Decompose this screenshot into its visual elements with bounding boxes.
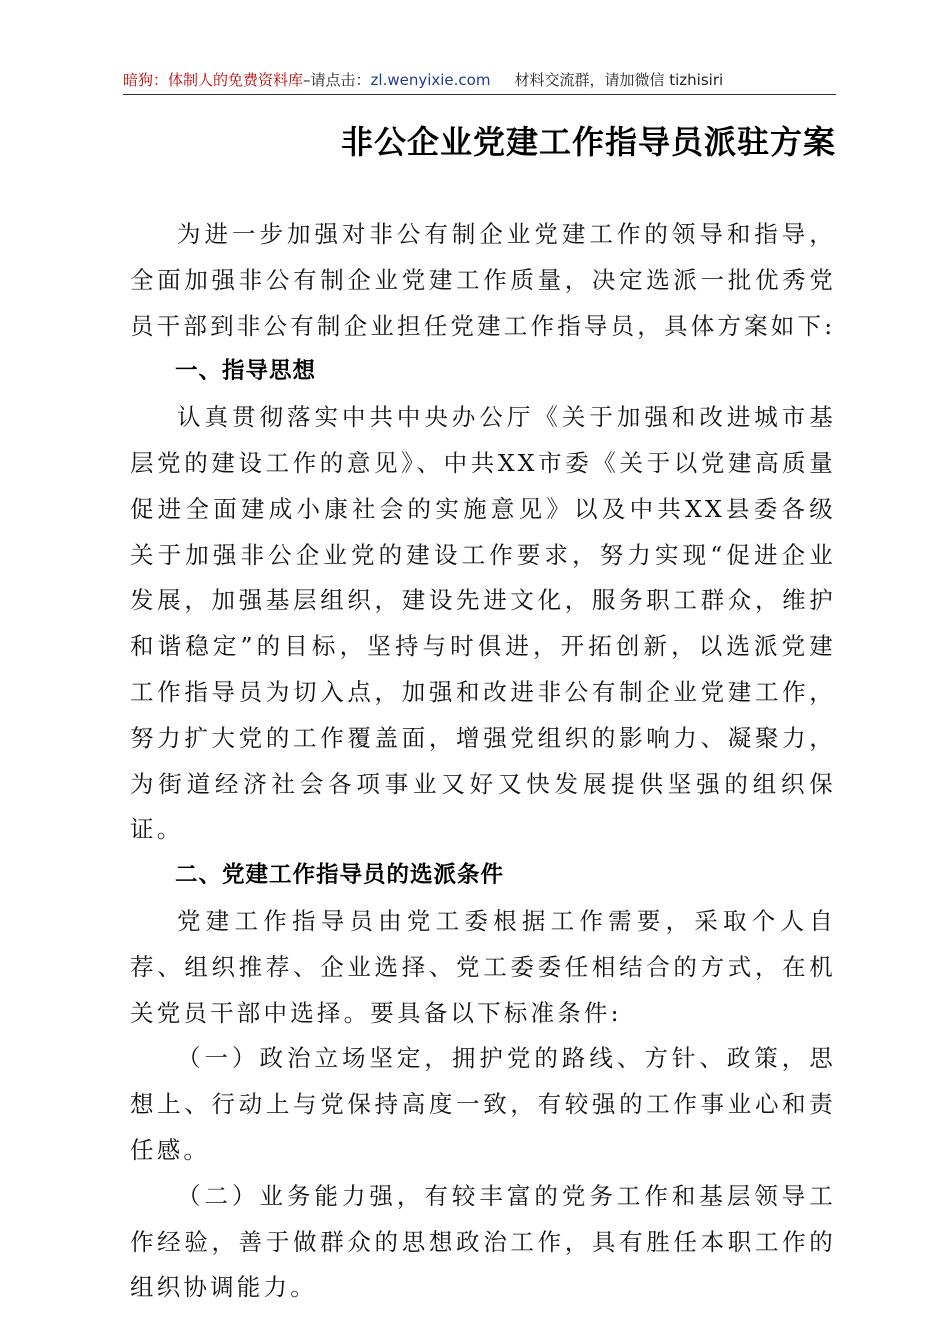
page-header bbox=[123, 68, 836, 92]
header-url-link[interactable]: zl.wenyixie.com bbox=[370, 71, 491, 89]
intro-paragraph: 为进一步加强对非公有制企业党建工作的领导和指导，全面加强非公有制企业党建工作质量，决定选派一批优秀党员干部到非公有制企业担任党建工作指导员，具体方案如下: bbox=[130, 220, 836, 340]
header-click-prompt: –请点击： bbox=[303, 71, 371, 89]
document-body bbox=[130, 212, 836, 1311]
section1-paragraph: 认真贯彻落实中共中央办公厅《关于加强和改进城市基层党的建设工作的意见》、中共XX市委《关于以党建高质量促进全面建成小康社会的实施意见》以及中共XX县委各级关于加强非公企业党的建设工作要求，努力实现“促进企业发展，加强基层组织，建设先进文化，服务职工群众，维护和谐稳定”的目标，坚持与时俱进，开拓创新，以选派党建工作指导员为切入点，加强和改进非公有制企业党建工作，努力扩大党的工作覆盖面，增强党组织的影响力、凝聚力，为街道经济社会各项事业又好又快发展提供坚强的组织保证。 bbox=[130, 403, 836, 844]
header-divider bbox=[123, 94, 836, 95]
condition-2-paragraph: （二）业务能力强，有较丰富的党务工作和基层领导工作经验，善于做群众的思想政治工作，具有胜任本职工作的组织协调能力。 bbox=[130, 1181, 836, 1302]
header-wechat: 材料交流群，请加微信 tizhisiri bbox=[514, 71, 724, 89]
header-site-name: 暗狗：体制人的免费资料库 bbox=[123, 71, 304, 89]
section2-heading: 二、党建工作指导员的选派条件 bbox=[175, 862, 505, 889]
condition-1-paragraph: （一）政治立场坚定，拥护党的路线、方针、政策，思想上、行动上与党保持高度一致，有较强的工作事业心和责任感。 bbox=[130, 1044, 836, 1164]
section1-heading: 一、指导思想 bbox=[175, 358, 317, 385]
section2-paragraph: 党建工作指导员由党工委根据工作需要，采取个人自荐、组织推荐、企业选择、党工委委任相结合的方式，在机关党员干部中选择。要具备以下标准条件: bbox=[130, 906, 836, 1027]
document-title: 非公企业党建工作指导员派驻方案 bbox=[340, 123, 836, 161]
